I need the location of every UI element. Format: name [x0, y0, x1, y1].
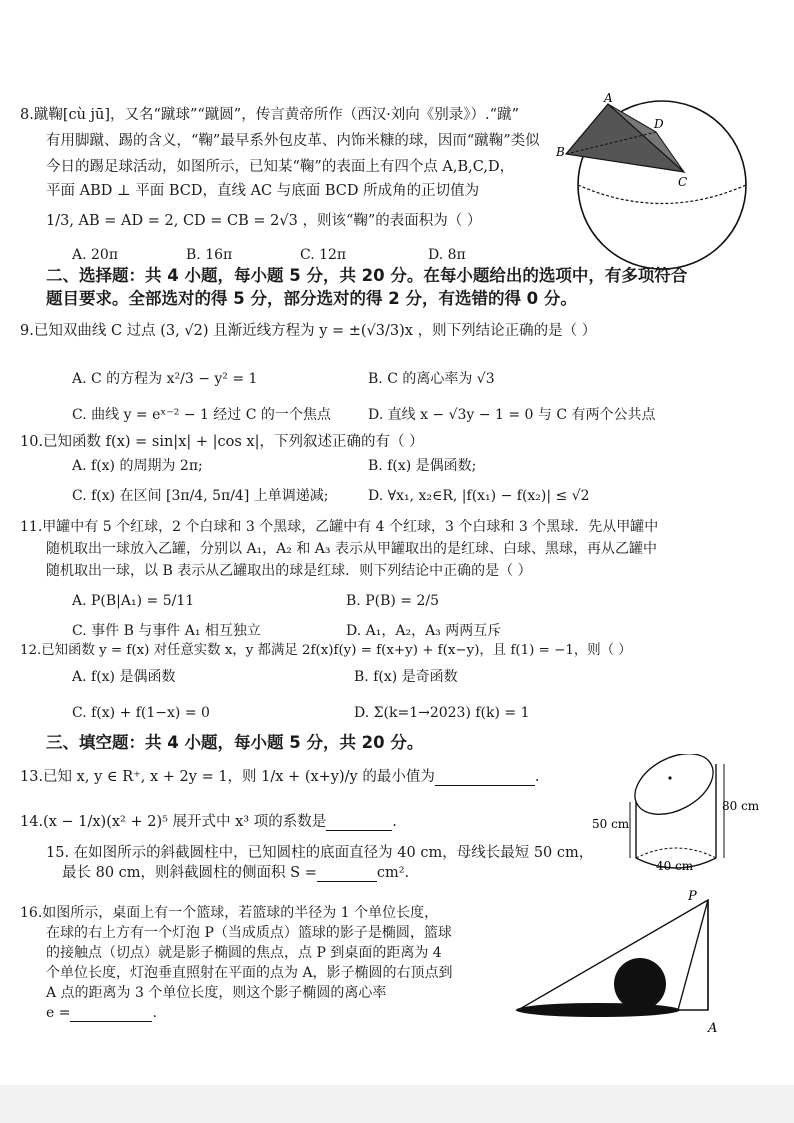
q8-line-5: 1/3, AB = AD = 2, CD = CB = 2√3 ，则该“鞠”的表面积为（ ） — [46, 213, 482, 229]
q15-line-2-text: 最长 80 cm，则斜截圆柱的侧面积 S = — [62, 865, 317, 881]
q16-line-6: e = . — [46, 1005, 157, 1021]
label-c: C — [678, 175, 688, 189]
section-2-heading-line-1: 二、选择题：共 4 小题，每小题 5 分，共 20 分。在每小题给出的选项中，有多项符合 — [46, 266, 688, 285]
q16-line-3: 的接触点（切点）就是影子椭圆的焦点，点 P 到桌面的距离为 4 — [46, 945, 442, 961]
q16-line-2: 在球的右上方有一个灯泡 P（当成质点）篮球的影子是椭圆，篮球 — [46, 925, 452, 941]
q9-stem: 9.已知双曲线 C 过点 (3, √2) 且渐近线方程为 y = ±(√3/3)x ，则下列结论正确的是（ ） — [20, 323, 597, 339]
q16-line-1: 16.如图所示，桌面上有一个篮球，若篮球的半径为 1 个单位长度， — [20, 905, 439, 921]
q11-option-d: D. A₁，A₂，A₃ 两两互斥 — [346, 623, 502, 639]
label-40cm: 40 cm — [656, 859, 694, 873]
label-80cm: 80 cm — [722, 799, 760, 813]
q8-line-2: 有用脚蹴、踢的含义，“鞠”最早系外包皮革、内饰米糠的球，因而“蹴鞠”类似 — [46, 133, 540, 149]
q11-line-3: 随机取出一球，以 B 表示从乙罐取出的球是红球．则下列结论中正确的是（ ） — [46, 563, 532, 579]
q11-option-b: B. P(B) = 2/5 — [346, 593, 439, 609]
q11-option-a: A. P(B|A₁) = 5/11 — [72, 593, 195, 609]
q11-line-1: 11.甲罐中有 5 个红球，2 个白球和 3 个黑球，乙罐中有 4 个红球，3 个白球和 3 个黑球．先从甲罐中 — [20, 519, 659, 535]
q9-option-b: B. C 的离心率为 √3 — [368, 371, 495, 387]
basketball-figure — [510, 886, 750, 1036]
q8-option-d: D. 8π — [428, 247, 466, 263]
q9-option-a: A. C 的方程为 x²/3 − y² = 1 — [72, 371, 258, 387]
q16-e-label: e = — [46, 1005, 71, 1021]
cylinder-figure — [592, 754, 762, 884]
basketball — [614, 958, 666, 1010]
label-d: D — [654, 117, 664, 131]
q8-line-4: 平面 ABD ⊥ 平面 BCD，直线 AC 与底面 BCD 所成角的正切值为 — [46, 183, 480, 199]
cylinder-top-ellipse — [625, 754, 724, 827]
q10-stem: 10.已知函数 f(x) = sin|x| + |cos x|，下列叙述正确的有（ ） — [20, 434, 424, 450]
sphere-equator — [578, 185, 746, 204]
label-a: A — [604, 92, 613, 105]
q10-option-b: B. f(x) 是偶函数; — [368, 458, 477, 474]
section-3-heading: 三、填空题：共 4 小题，每小题 5 分，共 20 分。 — [46, 733, 424, 752]
q15-line-1: 15. 在如图所示的斜截圆柱中，已知圆柱的底面直径为 40 cm，母线长最短 50 cm， — [46, 845, 594, 861]
section-2-heading-line-2: 题目要求。全部选对的得 5 分，部分选对的得 2 分，有选错的得 0 分。 — [46, 289, 577, 308]
q15-line-2 — [62, 864, 409, 882]
q14-answer-blank[interactable] — [326, 816, 392, 831]
cylinder-bottom-back — [636, 848, 716, 858]
light-cone — [518, 900, 708, 1010]
q9-option-c: C. 曲线 y = eˣ⁻² − 1 经过 C 的一个焦点 — [72, 407, 331, 423]
q13-answer-blank[interactable] — [435, 771, 535, 786]
q13-stem: 13.已知 x, y ∈ R⁺, x + 2y = 1，则 1/x + (x+y)/y 的最小值为 — [20, 769, 435, 785]
q8-option-b: B. 16π — [186, 247, 233, 263]
q12-option-b: B. f(x) 是奇函数 — [354, 669, 458, 685]
q16-answer-blank[interactable] — [70, 1007, 152, 1022]
q8-line-3: 今日的踢足球活动，如图所示，已知某“鞠”的表面上有四个点 A,B,C,D， — [46, 159, 515, 175]
q8-line-1: 8.蹴鞠[cù jū]，又名“蹴球”“蹴圆”，传言黄帝所作（西汉·刘向《别录》）.“蹴” — [20, 107, 519, 123]
q11-line-2: 随机取出一球放入乙罐，分别以 A₁，A₂ 和 A₃ 表示从甲罐取出的是红球、白球、黑球，再从乙罐中 — [46, 541, 657, 557]
q15-answer-blank[interactable] — [317, 867, 377, 882]
q14-stem: 14.(x − 1/x)(x² + 2)⁵ 展开式中 x³ 项的系数是 — [20, 814, 327, 830]
q10-option-d: D. ∀x₁, x₂∈R, |f(x₁) − f(x₂)| ≤ √2 — [368, 488, 590, 504]
top-center-dot — [668, 776, 671, 779]
q9-option-d: D. 直线 x − √3y − 1 = 0 与 C 有两个公共点 — [368, 407, 656, 423]
q8-option-a: A. 20π — [72, 247, 119, 263]
sphere-figure — [556, 92, 786, 272]
label-50cm: 50 cm — [592, 817, 630, 831]
q16-line-5: A 点的距离为 3 个单位长度，则这个影子椭圆的离心率 — [46, 985, 387, 1001]
q10-option-a: A. f(x) 的周期为 2π; — [72, 458, 203, 474]
q8-option-c: C. 12π — [300, 247, 347, 263]
q13-text: 13.已知 x, y ∈ R⁺, x + 2y = 1，则 1/x + (x+y)/y 的最小值为 . — [20, 769, 540, 785]
q12-option-a: A. f(x) 是偶函数 — [72, 669, 176, 685]
light-ray-right — [678, 900, 708, 1010]
q16-line-4: 个单位长度，灯泡垂直照射在平面的点为 A，影子椭圆的右顶点到 — [46, 965, 453, 981]
q12-option-d: D. Σ(k=1→2023) f(k) = 1 — [354, 705, 530, 721]
q10-option-c: C. f(x) 在区间 [3π/4, 5π/4] 上单调递减; — [72, 488, 329, 504]
q14-text: 14.(x − 1/x)(x² + 2)⁵ 展开式中 x³ 项的系数是 . — [20, 814, 397, 830]
q15-unit: cm². — [376, 865, 410, 881]
label-p: P — [688, 889, 697, 904]
q11-option-c: C. 事件 B 与事件 A₁ 相互独立 — [72, 623, 261, 639]
q12-option-c: C. f(x) + f(1−x) = 0 — [72, 705, 210, 721]
q12-stem: 12.已知函数 y = f(x) 对任意实数 x，y 都满足 2f(x)f(y) = f(x+y) + f(x−y)，且 f(1) = −1，则（ ） — [20, 643, 632, 658]
page-bottom-margin — [0, 1085, 794, 1123]
label-b: B — [556, 145, 565, 159]
label-a-point: A — [708, 1021, 718, 1036]
